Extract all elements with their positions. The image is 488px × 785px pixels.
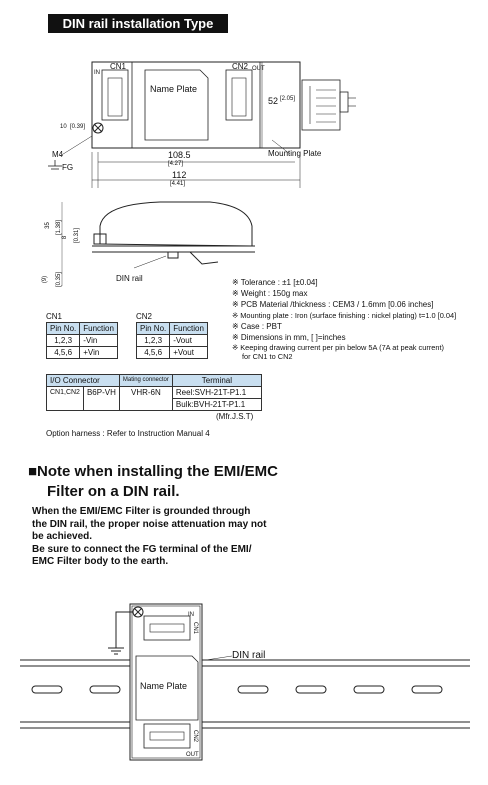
cn2-table xyxy=(136,322,208,359)
table-cell: VHR-6N xyxy=(119,387,172,411)
name-plate-label: Name Plate xyxy=(150,84,198,94)
note-heading-line1: ■Note when installing the EMI/EMC xyxy=(28,463,278,480)
dim-4-41: [4.41] xyxy=(170,181,186,187)
note-heading xyxy=(28,462,278,502)
out-label: OUT xyxy=(252,66,265,72)
dim-52: 52 xyxy=(268,96,279,106)
dim-0-39: [0.39] xyxy=(70,124,86,130)
table-cell: 4,5,6 xyxy=(137,347,170,359)
table-cell: -Vout xyxy=(170,335,208,347)
io-header-mating: Mating connector xyxy=(119,375,172,387)
table-cell: 1,2,3 xyxy=(47,335,80,347)
dim-1-38: [1.38] xyxy=(56,219,63,236)
bottom-cn1-label: CN1 xyxy=(192,622,198,635)
table-row xyxy=(47,335,118,347)
din-rail-label-side: DIN rail xyxy=(116,274,143,283)
note-body xyxy=(32,506,302,569)
io-header-terminal: Terminal xyxy=(172,375,261,387)
section-title: DIN rail installation Type xyxy=(48,14,228,33)
dim-0-31: [0.31] xyxy=(74,227,81,244)
bottom-cn2-label: CN2 xyxy=(192,730,198,743)
io-connector-table xyxy=(46,374,262,411)
note-current: ※ Keeping drawing current per pin below 5A (7A at peak current) xyxy=(232,343,445,352)
table-cell: 4,5,6 xyxy=(47,347,80,359)
cn2-header-function: Function xyxy=(170,323,208,335)
note-pcb: ※ PCB Material /thickness : CEM3 / 1.6mm [0.06 inches] xyxy=(232,300,434,309)
note-heading-line2: Filter on a DIN rail. xyxy=(47,483,180,500)
table-row xyxy=(137,335,208,347)
dim-9: (9) xyxy=(42,275,49,284)
table-cell: +Vout xyxy=(170,347,208,359)
cn2-table-title: CN2 xyxy=(136,312,153,321)
note-tolerance: ※ Tolerance : ±1 [±0.04] xyxy=(232,278,318,287)
dim-112: 112 xyxy=(172,170,187,180)
cn2-label: CN2 xyxy=(232,62,249,71)
top-view-drawing xyxy=(40,40,400,200)
dim-10: 10 xyxy=(60,124,67,130)
note-mounting-plate: ※ Mounting plate : Iron (surface finishing : nickel plating) t=1.0 [0.04] xyxy=(232,311,457,320)
table-cell: Bulk:BVH-21T-P1.1 xyxy=(172,399,261,411)
note-body-line: Be sure to connect the FG terminal of the EMI/ xyxy=(32,543,252,555)
dim-0-35: [0.35] xyxy=(56,271,63,288)
table-row xyxy=(47,347,118,359)
table-cell: +Vin xyxy=(80,347,118,359)
bottom-name-plate-label: Name Plate xyxy=(140,681,188,691)
din-rail-installation-drawing xyxy=(20,598,470,768)
bottom-out-label: OUT xyxy=(186,752,199,758)
m4-label: M4 xyxy=(52,150,64,159)
table-cell: CN1,CN2 xyxy=(47,387,84,411)
dim-4-27: [4.27] xyxy=(168,161,184,167)
dim-35: 35 xyxy=(44,222,51,229)
dim-108-5: 108.5 xyxy=(168,150,191,160)
mounting-plate-label: Mounting Plate xyxy=(268,149,322,158)
dim-8: 8 xyxy=(62,235,69,240)
note-body-line: the DIN rail, the proper noise attenuation may not xyxy=(32,518,267,530)
table-cell: Reel:SVH-21T-P1.1 xyxy=(172,387,261,399)
note-dimensions: ※ Dimensions in mm, [ ]=inches xyxy=(232,333,346,342)
note-body-line: EMC Filter body to the earth. xyxy=(32,556,169,567)
note-body-line: When the EMI/EMC Filter is grounded through xyxy=(32,506,251,517)
manufacturer-label: (Mfr.J.S.T) xyxy=(216,412,254,421)
io-header-connector: I/O Connector xyxy=(47,375,120,387)
option-harness-note: Option harness : Refer to Instruction Manual 4 xyxy=(46,429,210,438)
note-body-line: be achieved. xyxy=(32,531,93,542)
cn1-table xyxy=(46,322,118,359)
spec-notes xyxy=(232,277,456,361)
bottom-in-label: IN xyxy=(188,612,194,618)
fg-label: FG xyxy=(62,163,74,172)
note-weight: ※ Weight : 150g max xyxy=(232,289,308,298)
table-row xyxy=(47,387,262,399)
table-cell: -Vin xyxy=(80,335,118,347)
in-label: IN xyxy=(94,70,100,76)
note-current-cont: for CN1 to CN2 xyxy=(242,352,293,361)
table-cell: 1,2,3 xyxy=(137,335,170,347)
table-cell: B6P-VH xyxy=(83,387,119,411)
cn1-table-title: CN1 xyxy=(46,312,63,321)
table-row xyxy=(137,347,208,359)
bottom-din-rail-label: DIN rail xyxy=(232,650,266,661)
cn1-header-function: Function xyxy=(80,323,118,335)
dim-2-05: [2.05] xyxy=(280,96,296,102)
cn1-header-pin: Pin No. xyxy=(47,323,80,335)
cn2-header-pin: Pin No. xyxy=(137,323,170,335)
note-case: ※ Case : PBT xyxy=(232,322,282,331)
cn1-label: CN1 xyxy=(110,62,127,71)
